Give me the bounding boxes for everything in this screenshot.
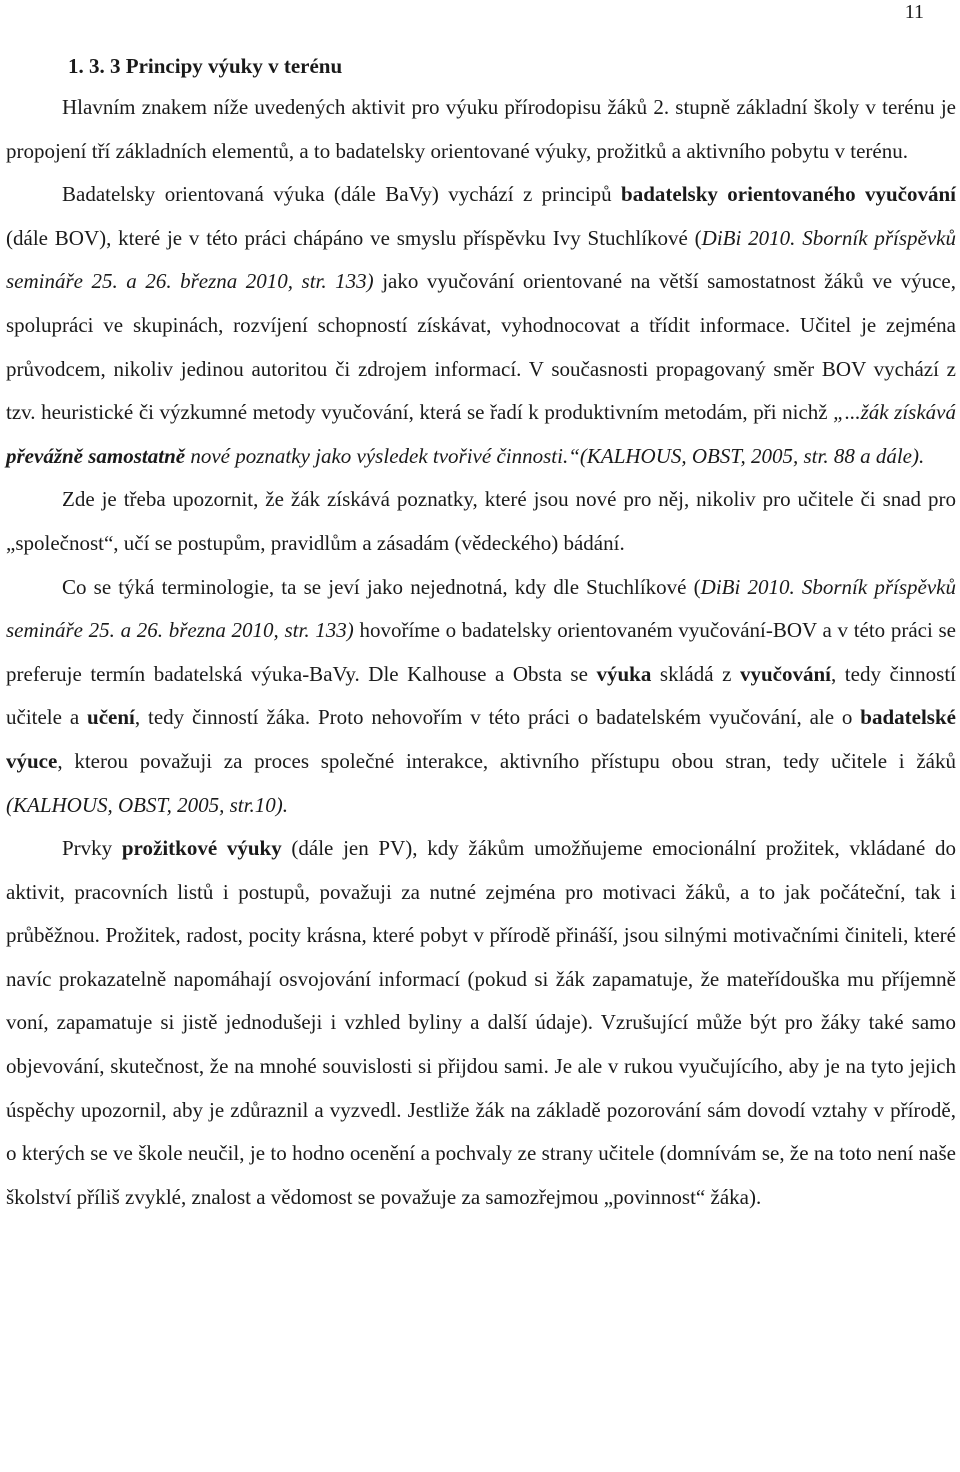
paragraph-text: Prvky [62,836,122,861]
bold-term: učení [87,705,135,730]
citation: DiBi 2010. Sborník příspěvků semináře 25. a 26. března 2010, str. 133) [6,574,956,643]
quotation: „...žák získává [833,400,956,425]
bold-italic-term: převážně samostatně [6,443,186,468]
paragraph-text: (dále BOV), které je v této práci chápáno ve smyslu příspěvku Ivy Stuchlíkové ( [6,225,702,250]
bold-term: výuka [596,661,652,686]
paragraph-text: (dále jen PV), kdy žákům umožňujeme emocionální prožitek, vkládané do aktivit, pracovních listů i postupů, považuji za nutné zejména pro motivaci žáků, a to jak počáteční, tak i průběžnou. Prožitek, radost, pocity krásna, které pobyt v přírodě přináší, jsou silnými motivačními činiteli, které navíc prokazatelně napomáhají osvojování informací (pokud si žák zapamatuje, že mateřídouška mu příjemně voní, zapamatuje si jistě jednodušeji i vzhled byliny a další údaje). Vzrušující může být pro žáky také samo objevování, skutečnost, že na mnohé souvislosti si přijdou sami. Je ale v rukou vyučujícího, aby je na tyto jejich úspěchy upozornil, aby je zdůraznil a vyzvedl. Jestliže žák na základě pozorování sám dovodí vztahy v přírodě, o kterých se ve škole neučil, je to hodno ocenění a pochvaly ze strany učitele (domnívám se, že na toto není naše školství příliš zvyklé, znalost a vědomost se považuje za samozřejmou „povinnost“ žáka). [6,836,956,1209]
paragraph-text: , kterou považuji za proces společné interakce, aktivního přístupu obou stran, tedy učitele i žáků [57,748,956,773]
paragraph-text: jako vyučování orientované na větší samostatnost žáků ve výuce, spolupráci ve skupinách, rozvíjení schopností získávat, vyhodnocovat a třídit informace. Učitel je zejména průvodcem, nikoliv jedinou autoritou či zdrojem informací. V současnosti propagovaný směr BOV vychází z tzv. heuristické či výzkumné metody vyučování, která se řadí k produktivním metodám, při nichž [6,269,957,425]
paragraph-text: hovoříme o badatelsky orientovaném vyučování-BOV a v této práci se preferuje termín badatelská výuka-BaVy. Dle Kalhouse a Obsta se [6,618,957,686]
paragraph-text: , tedy činností žáka. Proto nehovořím v této práci o badatelském vyučování, ale o [134,705,861,730]
paragraph-text: skládá z [651,661,740,686]
paragraph-text: , tedy činností učitele a [6,661,956,730]
bold-term: badatelsky orientovaného vyučování [621,182,957,207]
paragraph-bavy [6,173,956,478]
bold-term: vyučování [739,661,831,686]
paragraph-text: Zde je třeba upozornit, že žák získává poznatky, které jsou nové pro něj, nikoliv pro učitele či snad pro „společnost“, učí se postupům, pravidlům a zásadám (vědeckého) bádání. [6,487,956,555]
paragraph-text: Co se týká terminologie, ta se jeví jako nejednotná, kdy dle Stuchlíkové ( [62,574,701,599]
quotation-citation: nové poznatky jako výsledek tvořivé činnosti.“(KALHOUS, OBST, 2005, str. 88 a dále). [185,443,925,468]
page-number: 11 [904,1,924,23]
bold-term: prožitkové výuky [121,836,282,861]
bold-term: badatelské výuce [6,705,956,773]
paragraph-note [6,478,956,565]
paragraph-terminology [6,566,956,828]
section-heading: 1. 3. 3 Principy výuky v terénu [68,54,343,78]
paragraph-intro [6,86,956,173]
paragraph-text: Badatelsky orientovaná výuka (dále BaVy) vychází z principů [62,182,622,207]
paragraph-text: Hlavním znakem níže uvedených aktivit pro výuku přírodopisu žáků 2. stupně základní školy v terénu je propojení tří základních elementů, a to badatelsky orientované výuky, prožitků a aktivního pobytu v terénu. [6,95,956,163]
paragraph-experiential [6,827,956,1219]
page-content [6,46,956,1219]
citation: (KALHOUS, OBST, 2005, str.10). [6,792,288,817]
citation: DiBi 2010. Sborník příspěvků semináře 25. a 26. března 2010, str. 133) [6,225,956,294]
